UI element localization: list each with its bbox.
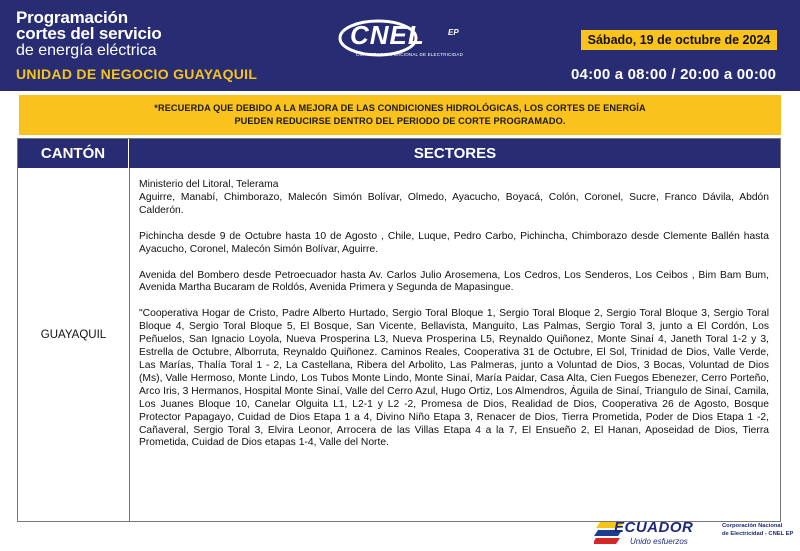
- schedule-table: [17, 138, 781, 522]
- logo-wordmark: CNEL: [350, 20, 425, 50]
- column-header-canton: CANTÓN: [18, 139, 129, 168]
- ecuador-wordmark: ECUADOR: [614, 519, 694, 536]
- title-line-1: Programación: [16, 8, 128, 27]
- canton-cell: GUAYAQUIL: [40, 329, 107, 341]
- cnel-logo: [330, 16, 475, 66]
- sector-paragraph: Avenida del Bombero desde Petroecuador hasta Av. Carlos Julio Arosemena, Los Cedros, Los Senderos, Los Ceibos , Bim Bam Bum, Avenida Martha Bucaram de Roldós, Avenida Primera y Segunda de Mapasingue.: [139, 269, 769, 294]
- logo-ep: EP: [448, 28, 459, 37]
- sector-paragraph: Ministerio del Litoral, Telerama Aguirre, Manabí, Chimborazo, Malecón Simón Bolívar, Olmedo, Ayacucho, Boyacá, Colón, Coronel, Sucre, Franco Dávila, Abdón Calderón.: [139, 179, 769, 216]
- ecuador-slogan: Unido esfuerzos: [630, 537, 688, 546]
- sector-paragraph: Pichincha desde 9 de Octubre hasta 10 de Agosto , Chile, Luque, Pedro Carbo, Pichincha, Chimborazo desde Clemente Ballén hasta Ayacucho, Coronel, Malecón Simón Bolívar, Aguirre.: [139, 230, 769, 255]
- date-badge: Sábado, 19 de octubre de 2024: [581, 30, 777, 50]
- ecuador-footer-logo: [594, 518, 794, 548]
- corp-name-line-1: Corporación Nacional: [722, 523, 783, 529]
- title-line-2: cortes del servicio: [16, 24, 162, 43]
- table-header-row: [18, 139, 780, 168]
- business-unit: UNIDAD DE NEGOCIO GUAYAQUIL: [16, 66, 258, 82]
- notice-line-2: PUEDEN REDUCIRSE DENTRO DEL PERIODO DE CORTE PROGRAMADO.: [234, 116, 566, 126]
- corp-name: [722, 523, 793, 538]
- outage-hours: 04:00 a 08:00 / 20:00 a 00:00: [571, 66, 777, 83]
- column-header-sectores: SECTORES: [413, 145, 497, 162]
- sectores-cell: [139, 179, 769, 463]
- logo-subtitle: CORPORACIÓN NACIONAL DE ELECTRICIDAD: [356, 52, 464, 57]
- title-block: [16, 10, 162, 59]
- title-line-3: de energía eléctrica: [16, 42, 157, 59]
- header-banner: [0, 0, 800, 91]
- sector-paragraph: "Cooperativa Hogar de Cristo, Padre Alberto Hurtado, Sergio Toral Bloque 1, Sergio Toral Bloque 2, Sergio Toral Bloque 3, Sergio Toral Bloque 4, Sergio Toral Bloque 5, El Bosque, San Vicente, Bellavista, Manguito, Las Palmas, Sergio Toral 3, junto a El Cordón, Los Peñuelos, San Ignacio Loyola, Nueva Prosperina L3, Nueva Prosperina L5, Reynaldo Quiñonez, Monte Sinaí 4, Janeth Toral 1-2 y 3, Estrella de Octubre, Alborruta, Reynaldo Quiñonez. Caminos Reales, Cooperativa 31 de Octubre, El Sol, Trinidad de Dios, Valle Verde, Las Marías, Thalía Toral 1 - 2, La Castellana, Ribera del Arbolito, Las Palmeras, junto a Voluntad de Dios, 3 Bocas, Voluntad de Dios (Ms), Valle Hermoso, Monte Lindo, Los Tubos Monte Lindo, Monte Sinaí, María Paidar, Casa Alta, Cien Fuegos Ebenezer, Cerro Porteño, Arco Iris, 3 Hermanos, Hospital Monte Sinaí, Valle del Cerro Azul, Hugo Ortiz, Los Almendros, Águila de Sinaí, Triangulo de Sinaí, Camila, Los Juanes Bloque 10, Canelar Olguita L1, L2-1 y L2 -2, Promesa de Dios, Realidad de Dios, Cooperativa 26 de Agosto, Bosque Protector Papagayo, Cuidad de Dios Etapa 1 a 4, Divino Niño Etapa 3, Renacer de Dios, Tierra Prometida, Poder de Dios Etapa 1 -2, Cañaveral, Sergio Toral 3, Elvira Leonor, Arrocera de las Villas Etapa 4 a la 7, El Ensueño 2, El Hanan, Aposeidad de Dios, Tierra Prometida, Cuidad de Dios etapas 1-4, Valle del Norte.: [139, 308, 769, 449]
- column-divider: [129, 168, 130, 521]
- notice-line-1: *RECUERDA QUE DEBIDO A LA MEJORA DE LAS CONDICIONES HIDROLÓGICAS, LOS CORTES DE ENERGÍA: [154, 103, 646, 113]
- notice-banner: [19, 95, 781, 135]
- corp-name-line-2: de Electricidad - CNEL EP: [722, 530, 794, 537]
